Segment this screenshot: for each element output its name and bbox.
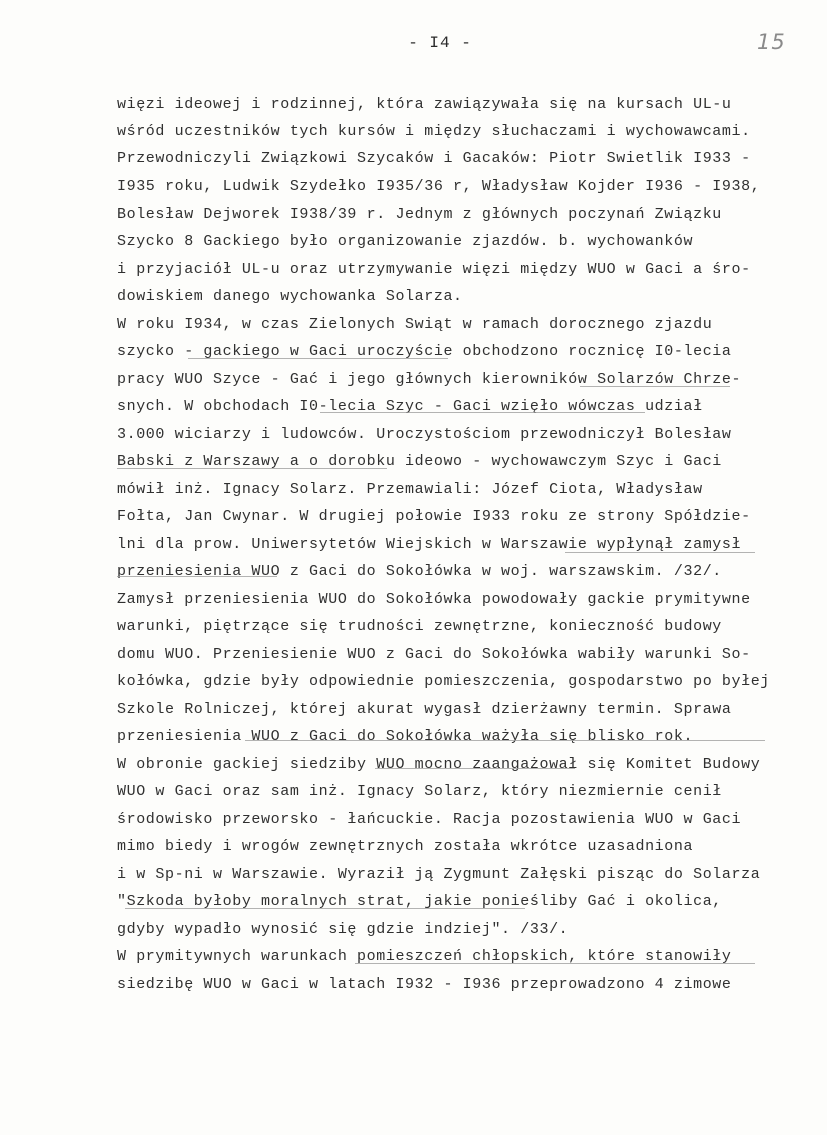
text-line: W prymitywnych warunkach pomieszczeń chłopskich, które stanowiły	[117, 948, 732, 965]
pencil-underline	[125, 908, 525, 910]
text-line: Zamysł przeniesienia WUO do Sokołówka powodowały gackie prymitywne	[117, 591, 751, 608]
text-line: snych. W obchodach I0-lecia Szyc - Gaci wzięło wówczas udział	[117, 398, 703, 415]
text-line: wśród uczestników tych kursów i między słuchaczami i wychowawcami.	[117, 123, 751, 140]
pencil-underline	[580, 386, 730, 388]
text-line: i przyjaciół UL-u oraz utrzymywanie więzi między WUO w Gaci a śro-	[117, 261, 751, 278]
text-line: środowisko przeworsko - łańcuckie. Racja pozostawienia WUO w Gaci	[117, 811, 742, 828]
pencil-underline	[117, 576, 277, 578]
text-line: pracy WUO Szyce - Gać i jego głównych kierowników Solarzów Chrze-	[117, 371, 742, 388]
pencil-underline	[355, 963, 755, 965]
text-line: i w Sp-ni w Warszawie. Wyraził ją Zygmunt Załęski pisząc do Solarza	[117, 866, 761, 883]
text-line: mimo biedy i wrogów zewnętrznych została wkrótce uzasadniona	[117, 838, 694, 855]
text-line: kołówka, gdzie były odpowiednie pomieszczenia, gospodarstwo po byłej	[117, 673, 770, 690]
text-line: W obronie gackiej siedziby WUO mocno zaangażował się Komitet Budowy	[117, 756, 761, 773]
pencil-underline	[565, 552, 755, 554]
pencil-underline	[117, 468, 387, 470]
text-line: 3.000 wiciarzy i ludowców. Uroczystościom przewodniczył Bolesław	[117, 426, 732, 443]
text-line: przeniesienia WUO z Gaci do Sokołówka ważyła się blisko rok.	[117, 728, 694, 745]
page-number: - I4 -	[408, 34, 472, 52]
text-line: przeniesienia WUO z Gaci do Sokołówka w woj. warszawskim. /32/.	[117, 563, 722, 580]
text-line: Szycko 8 Gackiego było organizowanie zjazdów. b. wychowanków	[117, 233, 694, 250]
text-line: gdyby wypadło wynosić się gdzie indziej". /33/.	[117, 921, 569, 938]
text-line: Fołta, Jan Cwynar. W drugiej połowie I933 roku ze strony Spółdzie-	[117, 508, 751, 525]
text-line: WUO w Gaci oraz sam inż. Ignacy Solarz, który niezmiernie cenił	[117, 783, 722, 800]
text-line: mówił inż. Ignacy Solarz. Przemawiali: Józef Ciota, Władysław	[117, 481, 703, 498]
text-line: Babski z Warszawy a o dorobku ideowo - wychowawczym Szyc i Gaci	[117, 453, 722, 470]
text-line: W roku I934, w czas Zielonych Swiąt w ramach dorocznego zjazdu	[117, 316, 713, 333]
text-line: siedzibę WUO w Gaci w latach I932 - I936 przeprowadzono 4 zimowe	[117, 976, 732, 993]
text-line: lni dla prow. Uniwersytetów Wiejskich w Warszawie wypłynął zamysł	[117, 536, 742, 553]
text-line: szycko - gackiego w Gaci uroczyście obchodzono rocznicę I0-lecia	[117, 343, 732, 360]
text-line: I935 roku, Ludwik Szydełko I935/36 r, Władysław Kojder I936 - I938,	[117, 178, 761, 195]
text-line: Bolesław Dejworek I938/39 r. Jednym z głównych poczynań Związku	[117, 206, 722, 223]
pencil-underline	[320, 412, 645, 414]
pencil-underline	[188, 358, 448, 360]
text-line: warunki, piętrzące się trudności zewnętrzne, konieczność budowy	[117, 618, 722, 635]
handwritten-folio-number: 15	[757, 30, 786, 54]
text-line: Szkole Rolniczej, której akurat wygasł dzierżawny termin. Sprawa	[117, 701, 732, 718]
text-line: "Szkoda byłoby moralnych strat, jakie ponieśliby Gać i okolica,	[117, 893, 722, 910]
pencil-underline	[245, 740, 765, 742]
text-line: dowiskiem danego wychowanka Solarza.	[117, 288, 463, 305]
text-line: więzi ideowej i rodzinnej, która zawiązywała się na kursach UL-u	[117, 96, 732, 113]
text-line: domu WUO. Przeniesienie WUO z Gaci do Sokołówka wabiły warunki So-	[117, 646, 751, 663]
pencil-underline	[375, 768, 575, 770]
text-line: Przewodniczyli Związkowi Szycaków i Gacaków: Piotr Swietlik I933 -	[117, 150, 751, 167]
